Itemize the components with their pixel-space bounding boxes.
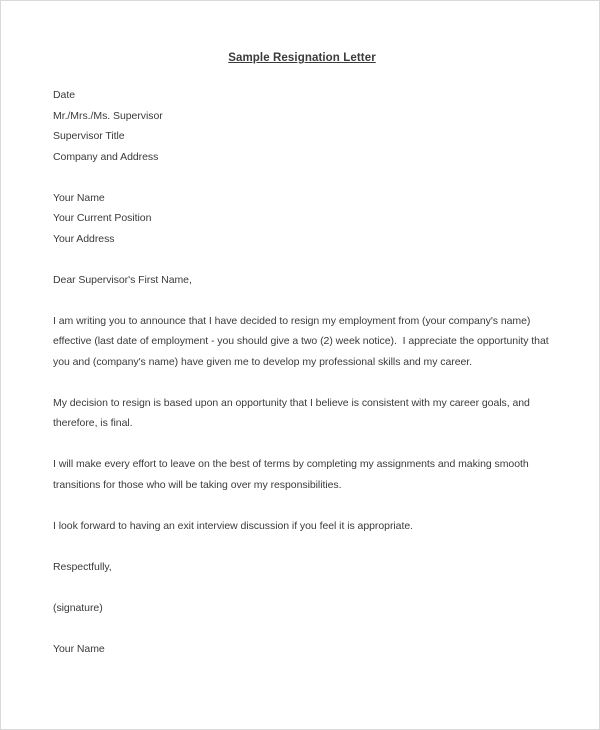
- letter-line: (signature): [53, 601, 103, 614]
- closing: [53, 557, 553, 578]
- letter-line: I look forward to having an exit interview discussion if you feel it is appropriate.: [53, 519, 413, 532]
- sender-block: [53, 188, 553, 250]
- letter-line: Your Name: [53, 191, 105, 204]
- paragraph-resignation: [53, 311, 553, 373]
- paragraph-exit-interview: [53, 516, 553, 537]
- letter-line: Dear Supervisor's First Name,: [53, 273, 192, 286]
- paragraph-transition: [53, 454, 553, 495]
- letter-line: Company and Address: [53, 150, 159, 163]
- signature-placeholder: [53, 598, 553, 619]
- signer-name: [53, 639, 553, 660]
- letter-line: Your Current Position: [53, 212, 152, 224]
- salutation: [53, 270, 553, 291]
- paragraph-decision: [53, 393, 553, 434]
- letter-line: Mr./Mrs./Ms. Supervisor: [53, 109, 163, 122]
- letter-line: Date: [53, 89, 75, 101]
- letter-body: [53, 85, 553, 659]
- letter-line: I am writing you to announce that I have decided to resign my employment from (your company's name) effective (last date of employment - you should give a two (2) week notice). I appreciate the opportunity that you and (company's name) have given me to develop my professional skills and my career.: [53, 314, 552, 368]
- letter-line: Respectfully,: [53, 560, 112, 573]
- letter-line: Your Name: [53, 642, 105, 655]
- recipient-block: [53, 85, 553, 167]
- letter-line: I will make every effort to leave on the best of terms by completing my assignments and making smooth transitions for those who will be taking over my responsibilities.: [53, 458, 532, 491]
- document-title: Sample Resignation Letter: [228, 52, 376, 64]
- letter-line: My decision to resign is based upon an opportunity that I believe is consistent with my career goals, and therefore, is final.: [53, 396, 533, 429]
- letter-line: Your Address: [53, 232, 115, 245]
- letter-line: Supervisor Title: [53, 130, 125, 142]
